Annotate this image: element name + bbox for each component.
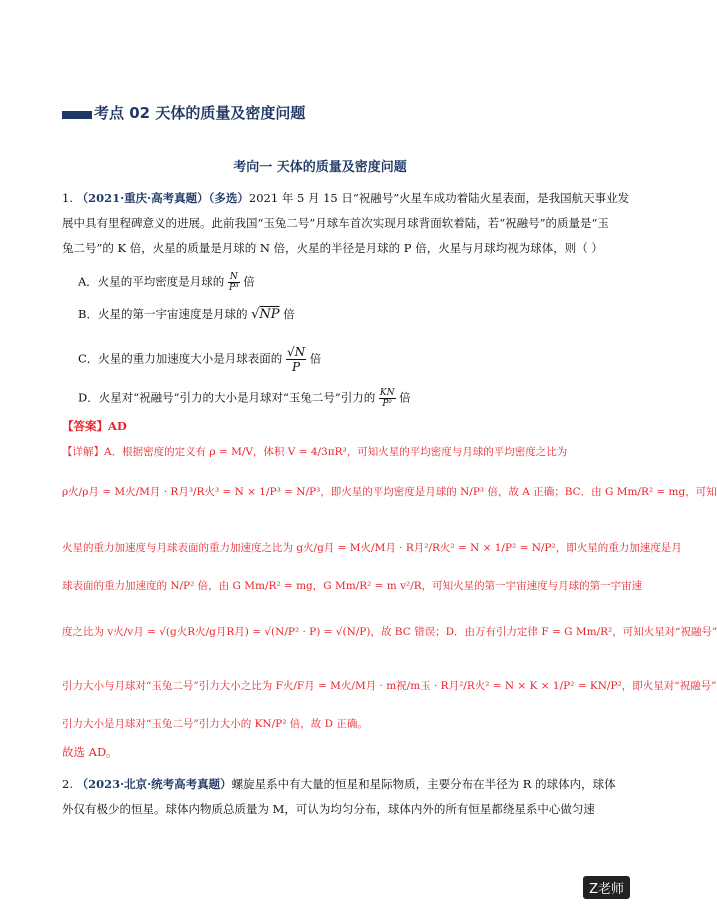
q1-answer: 【答案】AD — [62, 419, 127, 433]
option-c-text: C．火星的重力加速度大小是月球表面的 — [78, 351, 283, 366]
subsection-title: 考向一 天体的质量及密度问题 — [233, 160, 407, 175]
q1-explanation-6: 引力大小与月球对“玉兔二号”引力大小之比为 F火/F月 = M火/M月 · m祝/m玉 · R月²/R火² = N × K × 1/P² = KN/P²，即火星对“祝融号” — [62, 680, 717, 692]
option-a-frac: $\frac{N}{\text{P³}}$ — [228, 272, 239, 293]
q1-conclusion: 故选 AD。 — [62, 745, 118, 759]
q1-explanation-4: 球表面的重力加速度的 N/P² 倍，由 G Mm/R² = mg，G Mm/R² = m v²/R，可知火星的第一宇宙速度与月球的第一宇宙速 — [62, 580, 643, 592]
section-title: 考点 02 天体的质量及密度问题 — [94, 104, 306, 122]
section-bar — [62, 111, 92, 119]
q1-number: 1. — [62, 191, 73, 205]
option-d-text: D．火星对“祝融号”引力的大小是月球对“玉兔二号”引力的 — [78, 390, 376, 405]
option-d-suffix: 倍 — [399, 390, 411, 405]
q1-option-b[interactable] — [78, 306, 295, 323]
option-b-sqrt: √NP — [251, 307, 280, 322]
option-b-text: B．火星的第一宇宙速度是月球的 — [78, 307, 248, 321]
q1-explanation-5: 度之比为 v火/v月 = √(g火R火/g月R月) = √(N/P² · P) = √(N/P)，故 BC 错误；D．由万有引力定律 F = G Mm/R²，可知火星对“祝融号” — [62, 626, 717, 638]
q1-explanation-7: 引力大小是月球对“玉兔二号”引力大小的 KN/P² 倍，故 D 正确。 — [62, 718, 368, 730]
q1-line3: 兔二号”的 K 倍，火星的质量是月球的 N 倍，火星的半径是月球的 P 倍，火星与月球均视为球体，则（ ） — [62, 241, 603, 255]
q2-line1 — [62, 776, 616, 792]
q2-line2: 外仅有极少的恒星。球体内物质总质量为 M，可认为均匀分布，球体内外的所有恒星都绕星系中心做匀速 — [62, 802, 595, 816]
q1-explanation-1: 【详解】A．根据密度的定义有 ρ = M/V，体积 V = 4/3πR³，可知火星的平均密度与月球的平均密度之比为 — [62, 446, 568, 458]
option-c-suffix: 倍 — [309, 351, 322, 366]
q1-option-c[interactable] — [78, 345, 321, 374]
q1-line2: 展中具有里程碑意义的进展。此前我国“玉兔二号”月球车首次实现月球背面软着陆，若“祝融号”的质量是“玉 — [62, 216, 609, 230]
q1-text1: 2021 年 5 月 15 日“祝融号”火星车成功着陆火星表面，是我国航天事业发 — [248, 191, 630, 205]
q2-text1: 螺旋星系中有大量的恒星和星际物质，主要分布在半径为 R 的球体内，球体 — [231, 777, 616, 791]
option-a-suffix: 倍 — [243, 274, 255, 289]
q1-explanation-3: 火星的重力加速度与月球表面的重力加速度之比为 g火/g月 = M火/M月 · R月²/R火² = N × 1/P² = N/P²，即火星的重力加速度是月 — [62, 542, 682, 554]
q1-option-a[interactable] — [78, 272, 255, 293]
q1-source: （2021·重庆·高考真题）（多选） — [76, 191, 249, 205]
option-d-frac: $\frac{KN}{\text{P²}}$ — [379, 388, 395, 409]
option-a-text: A．火星的平均密度是月球的 — [78, 274, 225, 289]
q2-number: 2. — [62, 777, 73, 791]
option-c-frac: $\frac{√N}{P}$ — [286, 345, 306, 374]
watermark: Z老师 — [583, 876, 630, 899]
q1-option-d[interactable] — [78, 388, 411, 409]
q2-source: （2023·北京·统考高考真题） — [76, 777, 232, 791]
q1-explanation-2: ρ火/ρ月 = M火/M月 · R月³/R火³ = N × 1/P³ = N/P³，即火星的平均密度是月球的 N/P³ 倍，故 A 正确；BC．由 G Mm/R² = mg，可知 — [62, 486, 717, 498]
option-b-suffix: 倍 — [283, 307, 295, 321]
q1-line1 — [62, 190, 629, 206]
